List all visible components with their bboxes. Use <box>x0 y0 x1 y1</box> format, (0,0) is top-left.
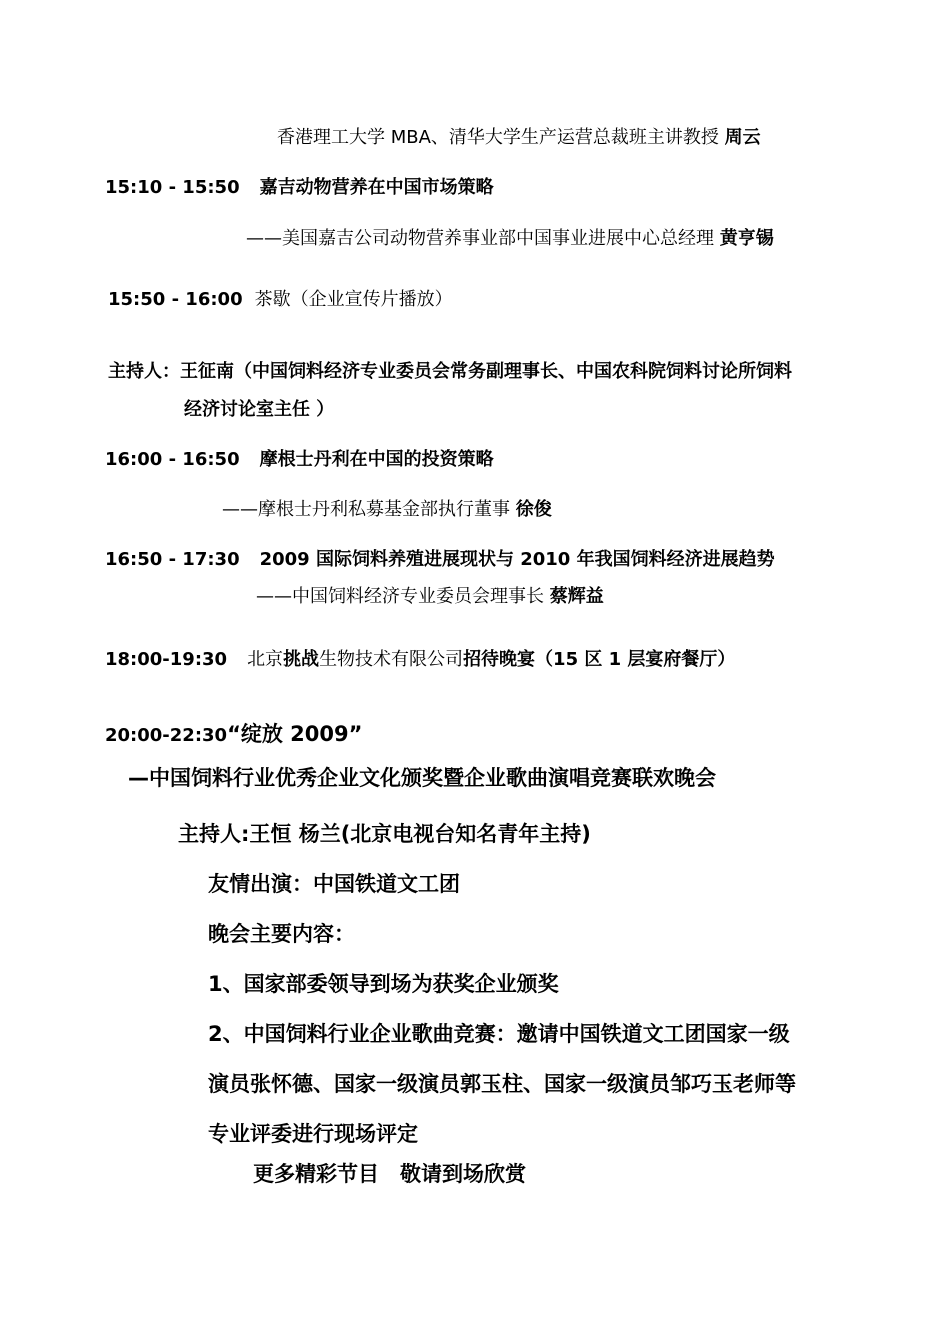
gala-contents-heading: 晚会主要内容： <box>208 922 355 946</box>
speaker-line-cai <box>256 585 604 609</box>
gala-title: “绽放 2009” <box>227 722 363 746</box>
speaker-line-xu <box>222 498 552 522</box>
host-line-cont: 经济讨论室主任 ） <box>184 399 335 420</box>
speaker-title: ——摩根士丹利私募基金部执行董事 <box>222 499 516 520</box>
dinner-details: 招待晚宴（15 区 1 层宴府餐厅） <box>463 649 736 670</box>
session-title: 2009 国际饲料养殖进展现状与 2010 年我国饲料经济进展趋势 <box>259 549 775 570</box>
host-line: 主持人：王征南（中国饲料经济专业委员会常务副理事长、中国农科院饲料讨论所饲料 <box>108 361 792 382</box>
gala-content-item-2: 2、中国饲料行业企业歌曲竞赛：邀请中国铁道文工团国家一级 <box>208 1022 790 1046</box>
guest-performers: 友情出演：中国铁道文工团 <box>208 872 460 896</box>
agenda-item-1550 <box>108 288 453 312</box>
gala-subtitle: —中国饲料行业优秀企业文化颁奖暨企业歌曲演唱竞赛联欢晚会 <box>128 766 716 790</box>
host-company-rest: 生物技术有限公司 <box>319 649 464 670</box>
gala-content-item-1: 1、国家部委领导到场为获奖企业颁奖 <box>208 972 559 996</box>
time-slot: 15:50 - 16:00 <box>108 289 243 310</box>
agenda-item-2000 <box>105 720 362 748</box>
speaker-title: ——中国饲料经济专业委员会理事长 <box>256 586 550 607</box>
speaker-title: 香港理工大学 MBA、清华大学生产运营总裁班主讲教授 <box>277 127 725 148</box>
time-slot: 15:10 - 15:50 <box>105 177 240 198</box>
speaker-line-zhou <box>277 126 761 150</box>
speaker-name: 蔡辉益 <box>549 586 604 607</box>
speaker-title: ——美国嘉吉公司动物营养事业部中国事业进展中心总经理 <box>246 228 720 249</box>
time-slot: 18:00-19:30 <box>105 649 228 670</box>
agenda-item-1650 <box>105 548 775 572</box>
time-slot: 20:00-22:30 <box>105 725 228 746</box>
session-title: 茶歇（企业宣传片播放） <box>254 289 453 310</box>
gala-content-item-2-cont: 演员张怀德、国家一级演员郭玉柱、国家一级演员邹巧玉老师等 <box>208 1072 796 1096</box>
gala-hosts: 主持人:王恒 杨兰(北京电视台知名青年主持) <box>178 822 591 846</box>
agenda-item-1800 <box>105 648 735 672</box>
agenda-item-1600 <box>105 448 494 472</box>
time-slot: 16:50 - 17:30 <box>105 549 240 570</box>
speaker-line-huang <box>246 227 774 251</box>
speaker-name: 周云 <box>724 127 761 148</box>
session-title: 动物营养在中国市场策略 <box>295 177 494 198</box>
speaker-name: 黄亨锡 <box>719 228 774 249</box>
gala-content-item-2-cont2: 专业评委进行现场评定 <box>208 1122 418 1146</box>
session-title-bold: 嘉吉 <box>259 177 296 198</box>
host-company-bold: 挑战 <box>283 649 320 670</box>
time-slot: 16:00 - 16:50 <box>105 449 240 470</box>
session-title: 摩根士丹利在中国的投资策略 <box>259 449 494 470</box>
host-company: 北京 <box>247 649 284 670</box>
closing-line: 更多精彩节目 敬请到场欣赏 <box>253 1162 526 1186</box>
agenda-item-1510 <box>105 176 494 200</box>
speaker-name: 徐俊 <box>515 499 552 520</box>
